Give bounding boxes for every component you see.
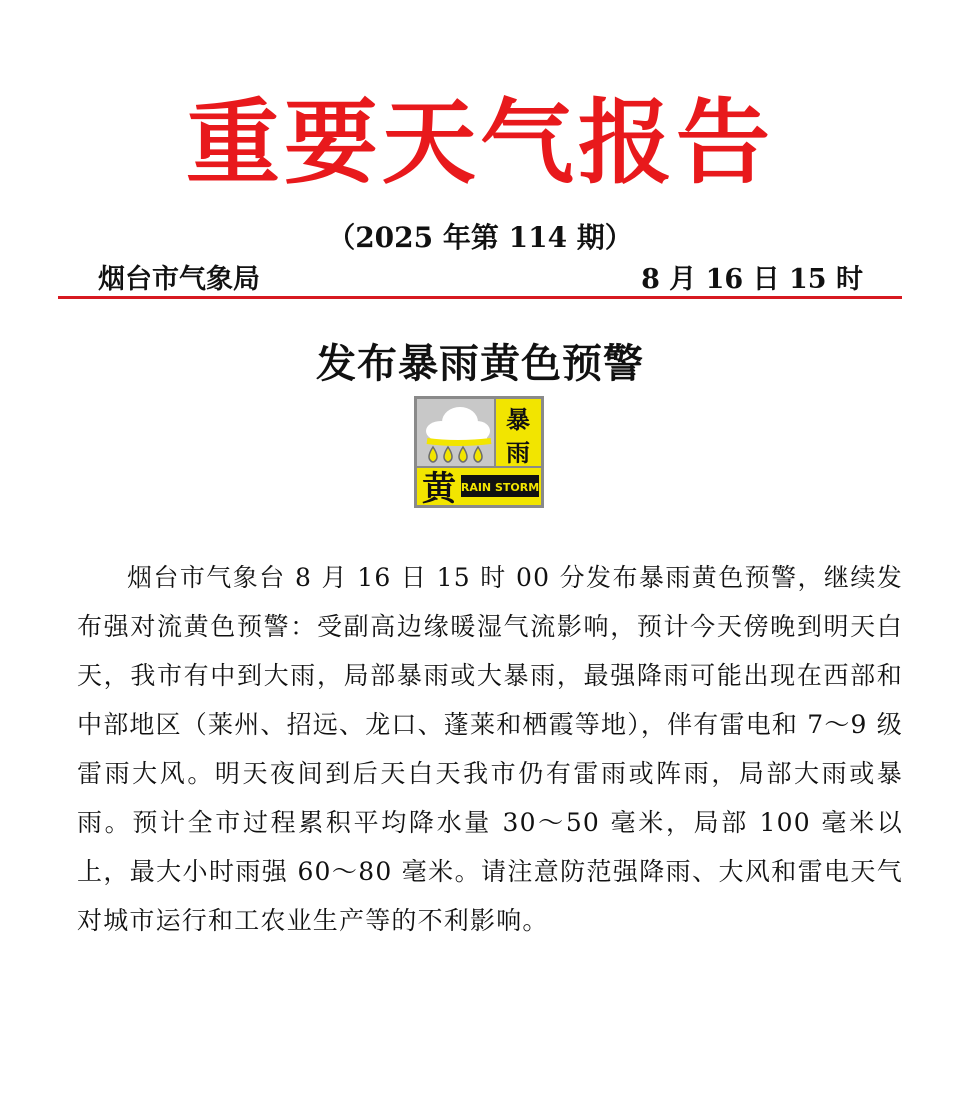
warning-headline: 发布暴雨黄色预警 xyxy=(316,340,644,387)
issue-number: （2025 年第 114 期） xyxy=(327,221,633,254)
warning-body-paragraph: 烟台市气象台 8 月 16 日 15 时 00 分发布暴雨黄色预警，继续发布强对流黄色预警：受副高边缘暖湿气流影响，预计今天傍晚到明天白天，我市有中到大雨，局部暴雨或大暴雨，最强降雨可能出现在西部和中部地区（莱州、招远、龙口、蓬莱和栖霞等地），伴有雷电和 7～9 级雷雨大风。明天夜间到后天白天我市仍有雷雨或阵雨，局部大雨或暴雨。预计全市过程累积平均降水量 30～50 毫米，局部 100 毫米以上，最大小时雨强 60～80 毫米。请注意防范强降雨、大风和雷电天气对城市运行和工农业生产等的不利影响。 xyxy=(77,563,904,935)
issue-time: 8 月 16 日 15 时 xyxy=(641,264,863,295)
issuer-name: 烟台市气象局 xyxy=(98,264,260,295)
header-divider xyxy=(58,296,902,299)
signal-char-top: 暴 xyxy=(506,406,530,434)
signal-english-label: RAIN STORM xyxy=(460,481,540,494)
warning-body xyxy=(77,553,903,945)
rainstorm-yellow-warning-icon xyxy=(414,396,544,508)
report-masthead: 重要天气报告 xyxy=(185,89,774,197)
signal-color-char: 黄 xyxy=(422,469,456,505)
signal-char-middle: 雨 xyxy=(506,439,530,467)
